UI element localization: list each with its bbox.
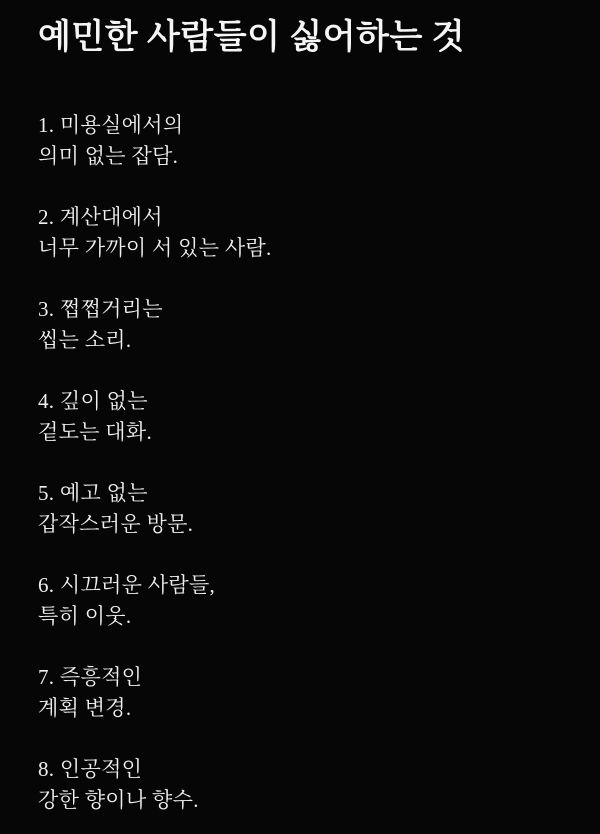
list-item (38, 570, 570, 632)
item-7-line-2: 계획 변경. (38, 696, 132, 720)
item-1-line-1: 1. 미용실에서의 (38, 113, 184, 137)
list-item (38, 662, 570, 724)
item-5-line-2: 갑작스러운 방문. (38, 512, 194, 536)
list-item (38, 294, 570, 356)
list-item (38, 754, 570, 816)
list-item (38, 478, 570, 540)
item-4-line-2: 겉도는 대화. (38, 420, 153, 444)
item-3-line-1: 3. 쩝쩝거리는 (38, 297, 163, 321)
item-4-line-1: 4. 깊이 없는 (38, 389, 148, 413)
page-title: 예민한 사람들이 싫어하는 것 (38, 19, 466, 56)
list-item (38, 202, 570, 264)
item-5-line-1: 5. 예고 없는 (38, 481, 148, 505)
item-8-line-1: 8. 인공적인 (38, 757, 143, 781)
item-7-line-1: 7. 즉흥적인 (38, 665, 143, 689)
item-2-line-1: 2. 계산대에서 (38, 205, 163, 229)
item-1-line-2: 의미 없는 잡담. (38, 144, 179, 168)
item-2-line-2: 너무 가까이 서 있는 사람. (38, 236, 272, 260)
item-6-line-2: 특히 이웃. (38, 604, 132, 628)
item-list (38, 110, 570, 816)
list-item (38, 386, 570, 448)
item-8-line-2: 강한 향이나 향수. (38, 788, 199, 812)
item-3-line-2: 씹는 소리. (38, 328, 132, 352)
item-6-line-1: 6. 시끄러운 사람들, (38, 573, 216, 597)
list-item (38, 110, 570, 172)
